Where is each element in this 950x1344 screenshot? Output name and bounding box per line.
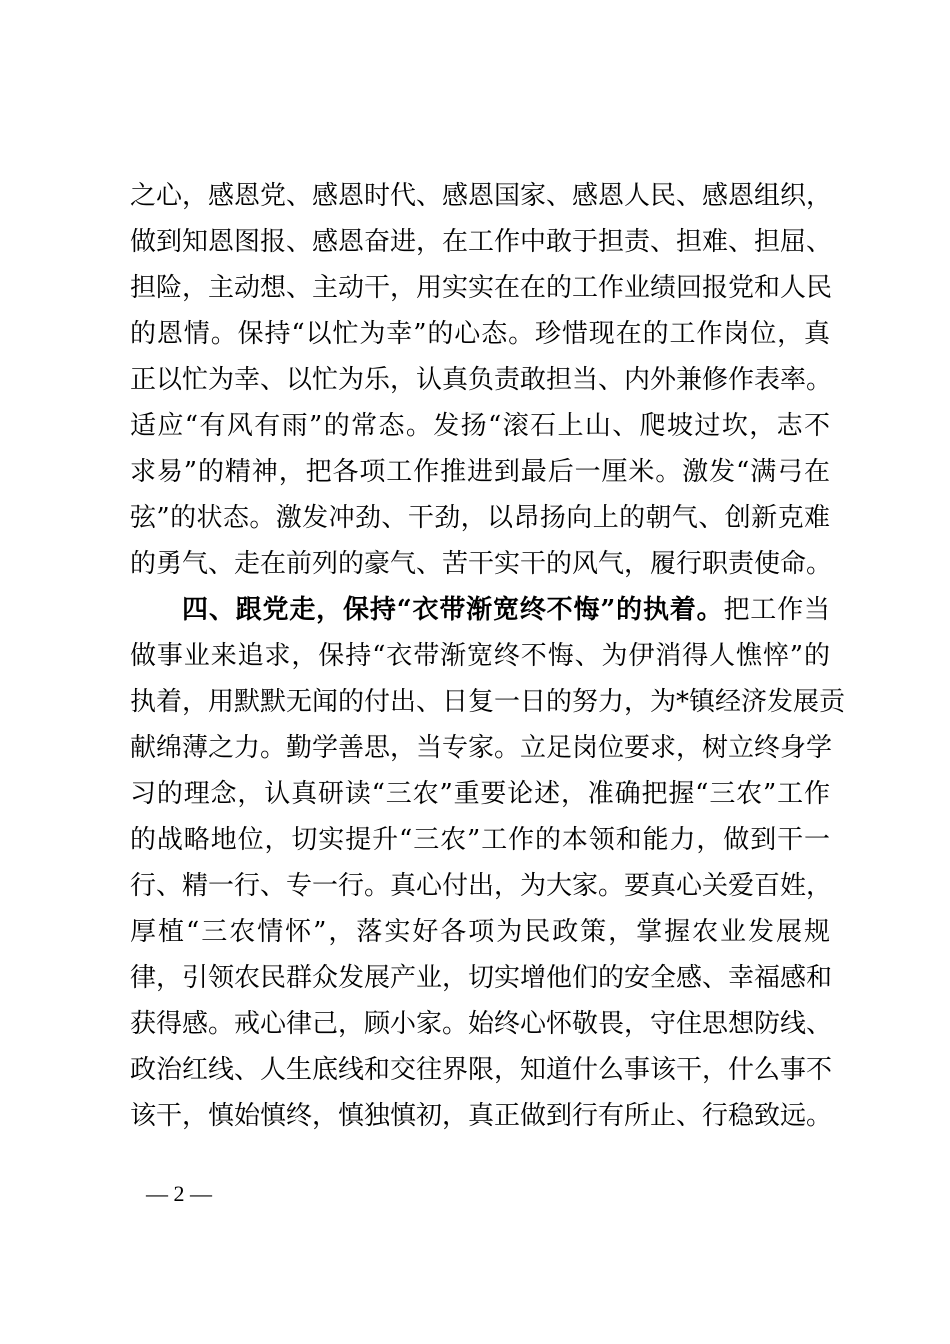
- text-line: 习的理念，认真研读“三农”重要论述，准确把握“三农”工作: [130, 779, 830, 809]
- text-line: 厚植“三农情怀”，落实好各项为民政策，掌握农业发展规: [130, 917, 830, 947]
- text-line: 献绵薄之力。勤学善思，当专家。立足岗位要求，树立终身学: [130, 733, 833, 763]
- text-line: 求易”的精神，把各项工作推进到最后一厘米。激发“满弓在: [130, 457, 830, 487]
- text-line: 做事业来追求，保持“衣带渐宽终不悔、为伊消得人憔悴”的: [130, 641, 830, 671]
- text-line: 律，引领农民群众发展产业，切实增他们的安全感、幸福感和: [130, 963, 833, 993]
- paragraph-2-first-line: [182, 590, 830, 630]
- text-line: 该干，慎始慎终，慎独慎初，真正做到行有所止、行稳致远。: [130, 1101, 833, 1131]
- text-line: 弦”的状态。激发冲劲、干劲，以昂扬向上的朝气、创新克难: [130, 503, 830, 533]
- text-line: 担险，主动想、主动干，用实实在在的工作业绩回报党和人民: [130, 273, 833, 303]
- text-line: 的勇气、走在前列的豪气、苦干实干的风气，履行职责使命。: [130, 549, 833, 579]
- text-span: 把工作当: [723, 595, 830, 625]
- text-line: 政治红线、人生底线和交往界限，知道什么事该干，什么事不: [130, 1055, 833, 1085]
- text-line: 适应“有风有雨”的常态。发扬“滚石上山、爬坡过坎，志不: [130, 411, 830, 441]
- section-heading: 四、跟党走，保持“衣带渐宽终不悔”的执着。: [182, 595, 724, 625]
- text-line: 之心，感恩党、感恩时代、感恩国家、感恩人民、感恩组织，: [130, 181, 833, 211]
- text-line: 执着，用默默无闻的付出、日复一日的努力，为*镇经济发展贡: [130, 687, 846, 717]
- text-line: 正以忙为幸、以忙为乐，认真负责敢担当、内外兼修作表率。: [130, 365, 833, 395]
- text-line: 的恩情。保持“以忙为幸”的心态。珍惜现在的工作岗位，真: [130, 319, 830, 349]
- text-line: 获得感。戒心律己，顾小家。始终心怀敬畏，守住思想防线、: [130, 1009, 833, 1039]
- text-line: 行、精一行、专一行。真心付出，为大家。要真心关爱百姓，: [130, 871, 833, 901]
- text-line: 做到知恩图报、感恩奋进，在工作中敢于担责、担难、担屈、: [130, 227, 833, 257]
- text-line: 的战略地位，切实提升“三农”工作的本领和能力，做到干一: [130, 825, 830, 855]
- page-number: — 2 —: [146, 1181, 212, 1206]
